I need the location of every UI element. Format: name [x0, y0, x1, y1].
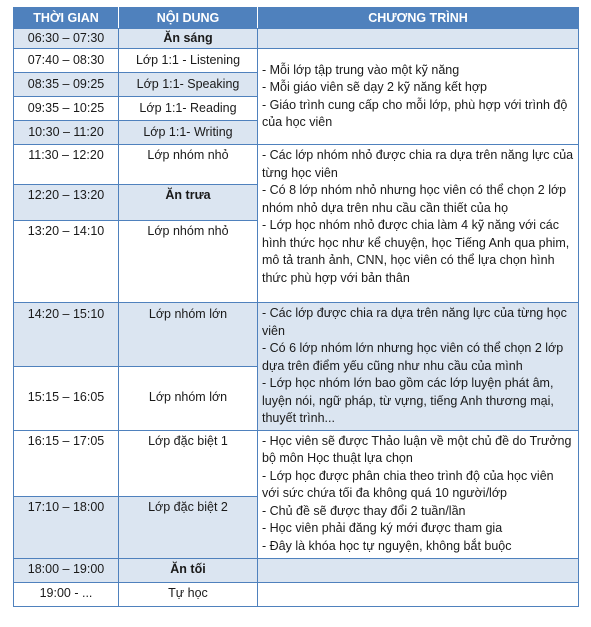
- row-content: Ăn trưa: [119, 185, 258, 221]
- row-time: 10:30 – 11:20: [14, 121, 119, 145]
- row-content: Lớp nhóm nhỏ: [119, 145, 258, 185]
- row-content: Ăn tối: [119, 558, 258, 582]
- schedule-table: [13, 7, 579, 607]
- program-special: [258, 430, 579, 558]
- note-line: - Có 8 lớp nhóm nhỏ nhưng học viên có thể chọn 2 lớp nhóm nhỏ dựa trên nhu cầu cần thiết của họ: [262, 183, 567, 215]
- row-content: Lớp 1:1- Speaking: [119, 73, 258, 97]
- row-content: Lớp 1:1- Writing: [119, 121, 258, 145]
- table-row: [14, 29, 579, 49]
- note-line: - Học viên sẽ được Thảo luận về một chủ đề do Trưởng bộ môn Học thuật lựa chọn: [262, 433, 572, 465]
- row-time: 13:20 – 14:10: [14, 221, 119, 303]
- note-line: - Các lớp được chia ra dựa trên năng lực của từng học viên: [262, 306, 567, 338]
- note-line: - Đây là khóa học tự nguyện, không bắt buộc: [262, 538, 512, 553]
- row-time: 16:15 – 17:05: [14, 430, 119, 496]
- row-time: 08:35 – 09:25: [14, 73, 119, 97]
- header-row: [14, 8, 579, 29]
- row-time: 11:30 – 12:20: [14, 145, 119, 185]
- table-row: [14, 582, 579, 606]
- table-row: [14, 430, 579, 496]
- row-time: 14:20 – 15:10: [14, 303, 119, 367]
- note-line: - Lớp học nhóm nhỏ được chia làm 4 kỹ năng với các hình thức học như kể chuyện, học Tiếng Anh qua phim, mô tả tranh ảnh, CNN, học viên có thể lựa chọn hình thức phù hợp với bản thân: [262, 218, 570, 285]
- table-row: [14, 303, 579, 367]
- row-program-empty: [258, 558, 579, 582]
- note-line: - Học viên phải đăng ký mới được tham gia: [262, 521, 503, 535]
- row-program-empty: [258, 582, 579, 606]
- row-time: 18:00 – 19:00: [14, 558, 119, 582]
- row-content: Tự học: [119, 582, 258, 606]
- table-row: [14, 145, 579, 185]
- header-program: CHƯƠNG TRÌNH: [258, 8, 579, 29]
- note-line: - Lớp học nhóm lớn bao gồm các lớp luyện phát âm, luyện nói, ngữ pháp, từ vựng, tiếng Anh thương mại, thuyết trình...: [262, 376, 554, 425]
- note-line: - Có 6 lớp nhóm lớn nhưng học viên có thể chọn 2 lớp dựa trên điểm yếu cũng như nhu cầu của mình: [262, 341, 564, 373]
- row-program-empty: [258, 29, 579, 49]
- note-line: - Chủ đề sẽ được thay đổi 2 tuần/lần: [262, 503, 466, 518]
- program-one-on-one: [258, 49, 579, 145]
- note-line: - Lớp học được phân chia theo trình độ của học viên với sức chứa tối đa không quá 10 người/lớp: [262, 468, 554, 500]
- row-time: 17:10 – 18:00: [14, 496, 119, 558]
- row-content: Lớp đặc biệt 2: [119, 496, 258, 558]
- note-line: - Mỗi lớp tập trung vào một kỹ năng: [262, 62, 460, 77]
- header-time: THỜI GIAN: [14, 8, 119, 29]
- row-content: Lớp đặc biệt 1: [119, 430, 258, 496]
- table-row: [14, 49, 579, 73]
- row-content: Lớp nhóm nhỏ: [119, 221, 258, 303]
- row-time: 06:30 – 07:30: [14, 29, 119, 49]
- note-line: - Giáo trình cung cấp cho mỗi lớp, phù hợp với trình độ của học viên: [262, 97, 568, 129]
- row-content: Lớp nhóm lớn: [119, 366, 258, 430]
- row-content: Lớp nhóm lớn: [119, 303, 258, 367]
- row-time: 12:20 – 13:20: [14, 185, 119, 221]
- header-content: NỘI DUNG: [119, 8, 258, 29]
- row-content: Lớp 1:1- Reading: [119, 97, 258, 121]
- row-content: Lớp 1:1 - Listening: [119, 49, 258, 73]
- row-time: 15:15 – 16:05: [14, 366, 119, 430]
- program-small-group: [258, 145, 579, 303]
- row-time: 19:00 - ...: [14, 582, 119, 606]
- row-content: Ăn sáng: [119, 29, 258, 49]
- note-line: - Mỗi giáo viên sẽ dạy 2 kỹ năng kết hợp: [262, 80, 487, 94]
- row-time: 07:40 – 08:30: [14, 49, 119, 73]
- program-large-group: [258, 303, 579, 431]
- row-time: 09:35 – 10:25: [14, 97, 119, 121]
- table-row: [14, 558, 579, 582]
- note-line: - Các lớp nhóm nhỏ được chia ra dựa trên năng lực của từng học viên: [262, 148, 574, 180]
